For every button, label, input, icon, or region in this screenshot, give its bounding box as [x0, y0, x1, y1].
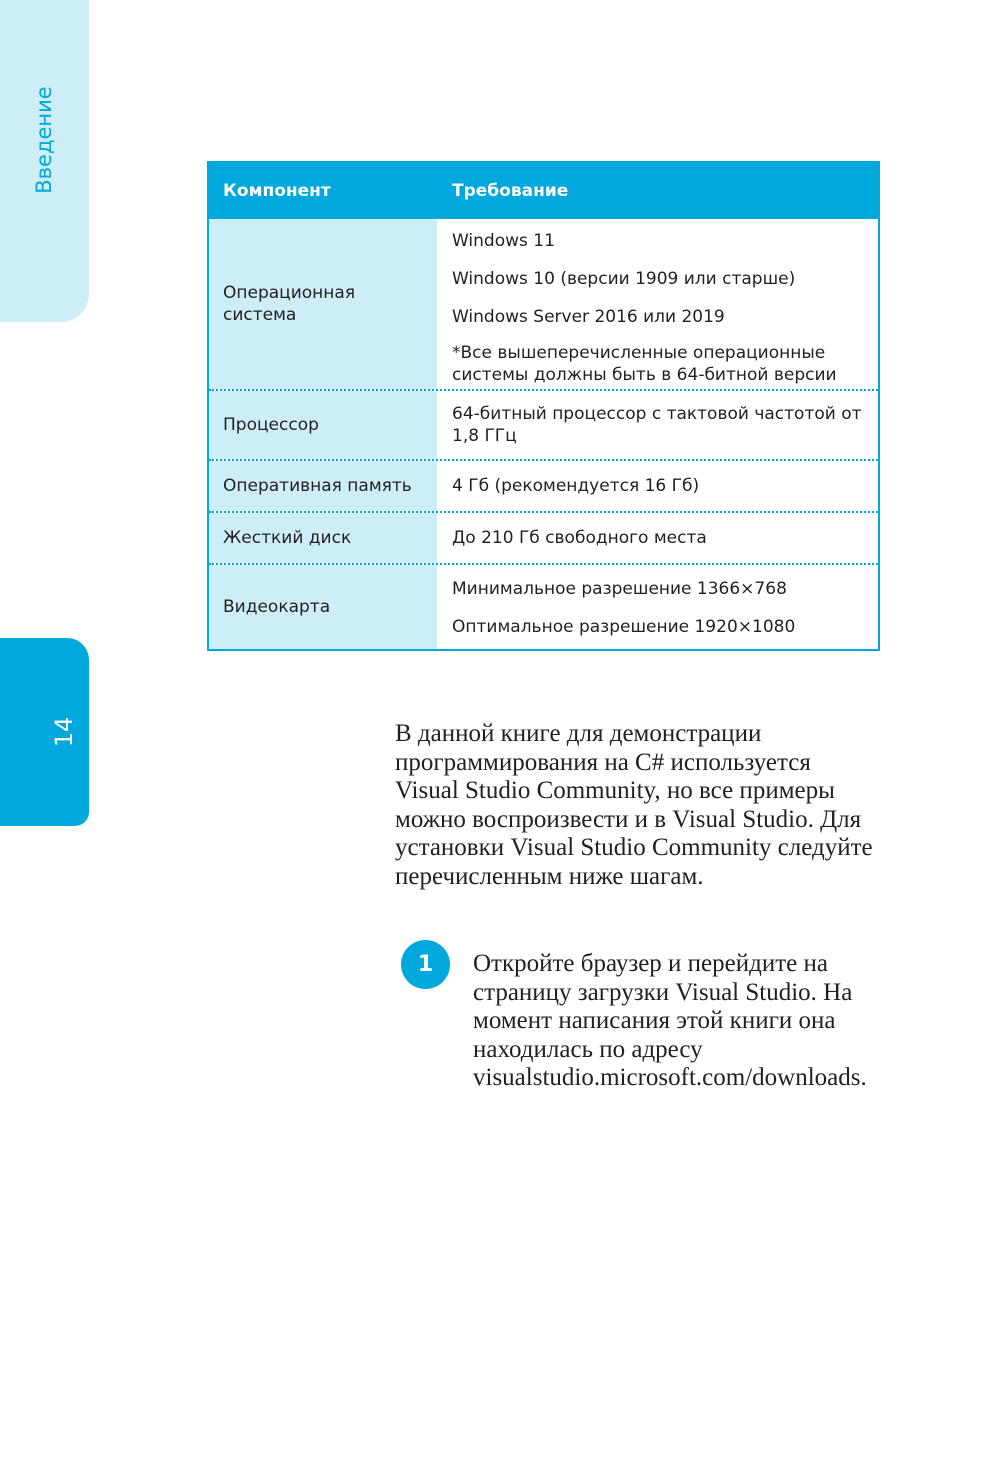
body-paragraph: В данной книге для демонстрации программирования на C# используется Visual Studio Community, но все примеры можно воспроизвести и в Visual Studio. Для установки Visual Studio Community следуйте перечисленным ниже шагам. — [395, 720, 873, 890]
table-row-ram — [209, 461, 878, 513]
requirement-line: Windows 10 (версии 1909 или старше) — [452, 269, 796, 289]
step-text: Откройте браузер и перейдите на страницу загрузки Visual Studio. На момент написания этой книги она находилась по адресу visualstudio.microsoft.com/downloads. — [473, 950, 867, 1092]
component-cell: Жесткий диск — [209, 513, 437, 563]
component-cell: Видеокарта — [209, 565, 437, 649]
requirement-cell — [437, 461, 878, 511]
table-row-disk — [209, 513, 878, 565]
requirements-table — [207, 161, 880, 651]
requirement-line: 64-битный процессор с тактовой частотой от 1,8 ГГц — [452, 404, 862, 446]
page-number: 14 — [50, 716, 78, 748]
requirement-line: Оптимальное разрешение 1920×1080 — [452, 617, 796, 637]
table-header — [209, 163, 878, 219]
requirement-cell — [437, 219, 878, 389]
requirement-note: *Все вышеперечисленные операционные системы должны быть в 64-битной версии — [452, 343, 837, 385]
table-row-gpu — [209, 565, 878, 649]
component-cell: Оперативная память — [209, 461, 437, 511]
requirement-cell — [437, 391, 878, 459]
requirement-line: Минимальное разрешение 1366×768 — [452, 579, 787, 599]
header-component: Компонент — [223, 181, 331, 201]
header-requirement: Требование — [452, 181, 569, 201]
step-number-badge: 1 — [401, 940, 450, 989]
table-row-cpu — [209, 391, 878, 461]
component-cell: Операционная система — [209, 219, 437, 389]
table-row-os — [209, 219, 878, 391]
requirement-line: До 210 Гб свободного места — [452, 528, 707, 548]
requirement-cell — [437, 565, 878, 649]
requirement-line: Windows Server 2016 или 2019 — [452, 307, 725, 327]
section-label: Введение — [32, 86, 56, 194]
requirement-line: Windows 11 — [452, 231, 555, 251]
requirement-line: 4 Гб (рекомендуется 16 Гб) — [452, 476, 700, 496]
component-cell: Процессор — [209, 391, 437, 459]
requirement-cell — [437, 513, 878, 563]
